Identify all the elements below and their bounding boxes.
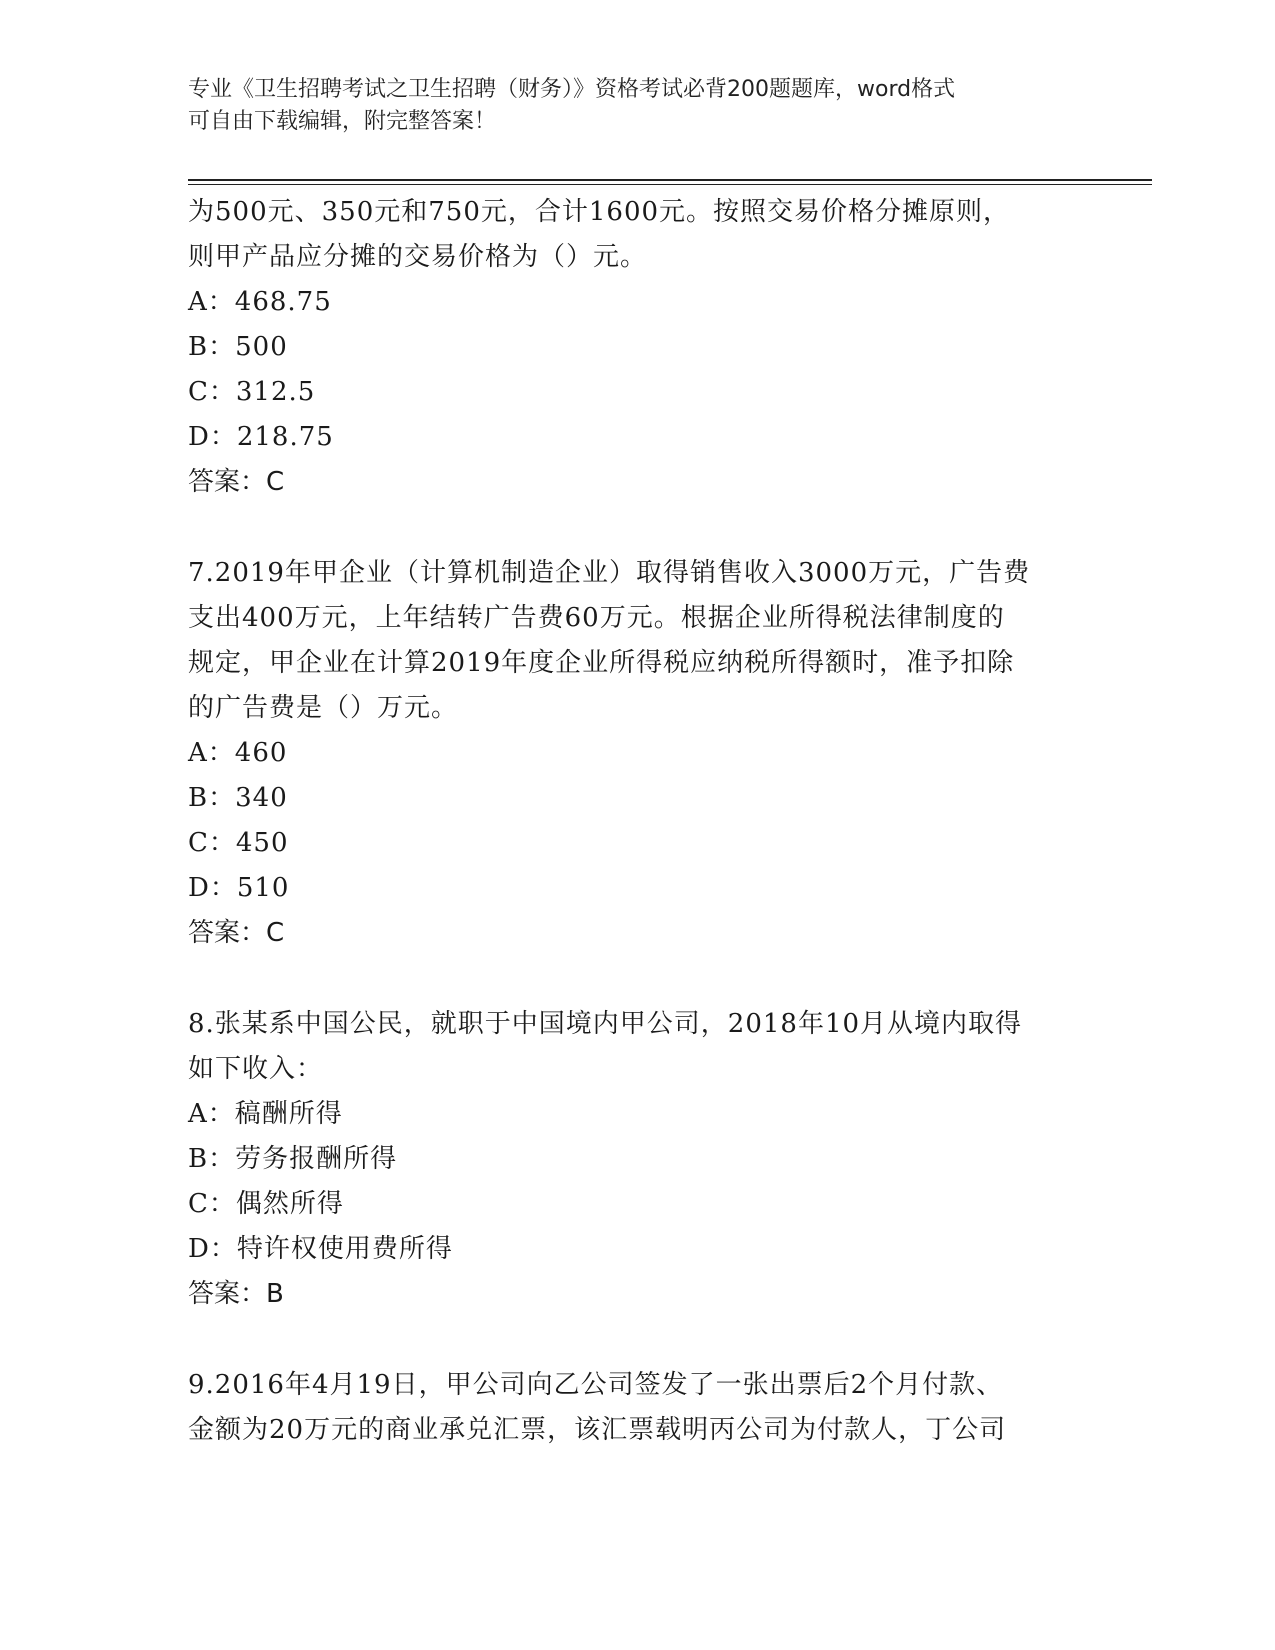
question-text: 支出400万元，上年结转广告费60万元。根据企业所得税法律制度的	[188, 603, 1005, 633]
option-b: B：340	[188, 783, 288, 813]
option-a: A：稿酬所得	[188, 1099, 343, 1129]
header-divider	[188, 184, 1152, 185]
option-a: A：460	[188, 738, 288, 768]
option-c: C：312.5	[188, 377, 316, 407]
option-d: D：510	[188, 873, 290, 903]
header-divider	[188, 179, 1152, 181]
question-block	[188, 551, 1088, 956]
option-b: B：500	[188, 332, 288, 362]
option-d: D：218.75	[188, 422, 334, 452]
answer-label: 答案：C	[188, 918, 285, 948]
question-block	[188, 1363, 1088, 1453]
question-text: 9.2016年4月19日，甲公司向乙公司签发了一张出票后2个月付款、	[188, 1370, 1004, 1400]
option-d: D：特许权使用费所得	[188, 1234, 453, 1264]
header-line: 可自由下载编辑，附完整答案！	[188, 109, 497, 134]
question-text: 为500元、350元和750元，合计1600元。按照交易价格分摊原则，	[188, 197, 1011, 227]
option-c: C：450	[188, 828, 289, 858]
question-text: 金额为20万元的商业承兑汇票，该汇票载明丙公司为付款人，丁公司	[188, 1415, 1007, 1445]
question-block	[188, 1002, 1088, 1317]
question-text: 规定，甲企业在计算2019年度企业所得税应纳税所得额时，准予扣除	[188, 648, 1015, 678]
answer-label: 答案：C	[188, 467, 285, 497]
page-header	[188, 74, 1088, 138]
question-text: 的广告费是（）万元。	[188, 693, 459, 723]
question-list	[188, 190, 1088, 1453]
question-text: 如下收入：	[188, 1054, 324, 1084]
question-text: 8.张某系中国公民，就职于中国境内甲公司，2018年10月从境内取得	[188, 1009, 1023, 1039]
option-c: C：偶然所得	[188, 1189, 344, 1219]
option-b: B：劳务报酬所得	[188, 1144, 398, 1174]
header-line: 专业《卫生招聘考试之卫生招聘（财务）》资格考试必背200题题库，word格式	[188, 77, 956, 102]
option-a: A：468.75	[188, 287, 332, 317]
answer-label: 答案：B	[188, 1279, 284, 1309]
question-text: 7.2019年甲企业（计算机制造企业）取得销售收入3000万元，广告费	[188, 558, 1031, 588]
question-block	[188, 190, 1088, 505]
question-text: 则甲产品应分摊的交易价格为（）元。	[188, 242, 648, 272]
